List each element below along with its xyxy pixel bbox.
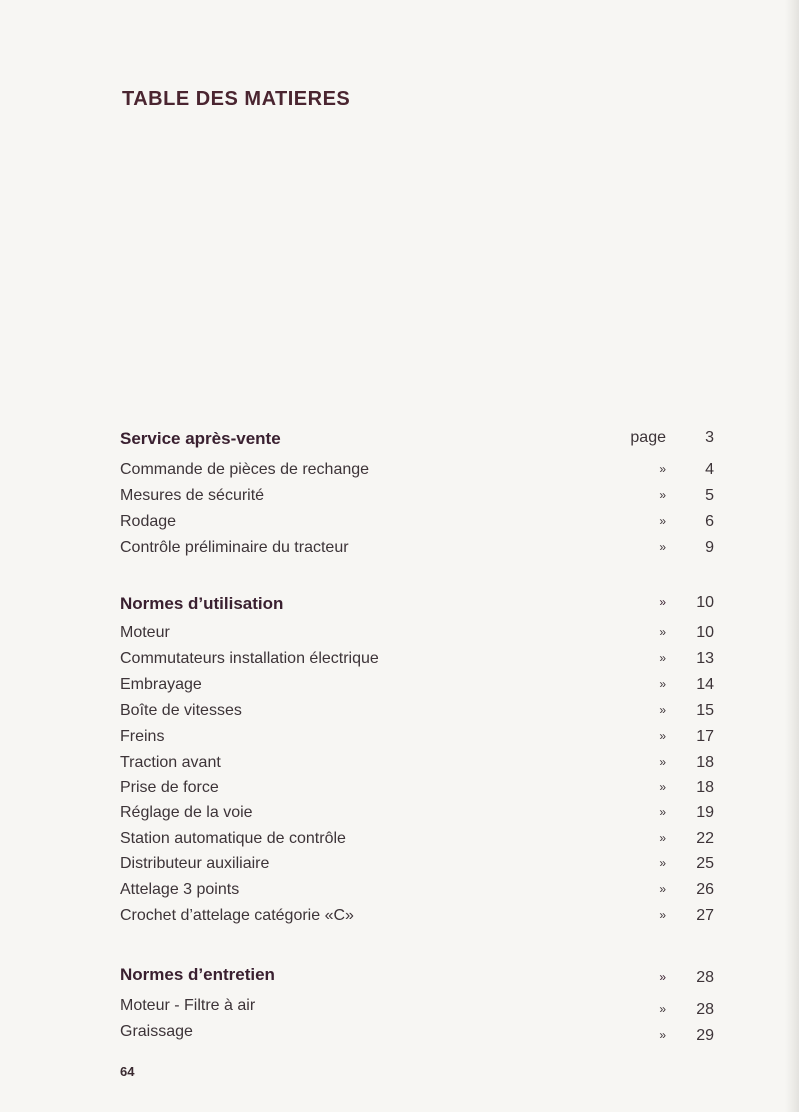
ditto-mark: » — [659, 677, 666, 691]
toc-entry-page: 18 — [696, 754, 714, 771]
ditto-mark: » — [659, 780, 666, 794]
toc-entry — [120, 804, 714, 828]
toc-entry-label: Commande de pièces de rechange — [120, 461, 370, 478]
toc-entry-page: 15 — [696, 702, 714, 719]
toc-heading-label: Service après-vente — [120, 429, 281, 448]
ditto-mark: » — [659, 755, 666, 769]
ditto-mark: » — [659, 856, 666, 870]
toc-entry-label: Moteur — [120, 624, 170, 641]
ditto-mark: » — [659, 805, 666, 819]
toc-entry-label: Commutateurs installation électrique — [120, 650, 379, 667]
ditto-mark: » — [659, 908, 666, 922]
toc-entry-page: 27 — [696, 907, 714, 924]
ditto-mark: » — [659, 1028, 666, 1042]
ditto-mark: » — [659, 831, 666, 845]
toc-entry-page: 26 — [696, 881, 714, 898]
toc-entry — [120, 650, 714, 674]
ditto-mark: » — [659, 882, 666, 896]
toc-entry-page: 6 — [705, 513, 714, 530]
toc-entry — [120, 830, 714, 854]
toc-entry — [120, 855, 714, 879]
toc-entry-label: Traction avant — [120, 754, 221, 771]
toc-heading-prefix: page — [630, 429, 666, 446]
toc-entry — [120, 754, 714, 778]
toc-entry-page: 18 — [696, 779, 714, 796]
toc-entry-page: 22 — [696, 830, 714, 847]
page-title: TABLE DES MATIERES — [122, 88, 351, 110]
toc-entry-page: 29 — [696, 1027, 714, 1044]
toc-heading-label: Normes d’entretien — [120, 965, 275, 984]
ditto-mark: » — [659, 595, 666, 609]
toc-entry-label: Prise de force — [120, 779, 219, 796]
toc-heading-page: 10 — [696, 594, 714, 611]
toc-entry — [120, 676, 714, 700]
ditto-mark: » — [659, 729, 666, 743]
toc-entry-label: Station automatique de contrôle — [120, 830, 346, 847]
toc-entry — [120, 728, 714, 752]
toc-entry — [120, 779, 714, 803]
toc-entry-label: Moteur - Filtre à air — [120, 997, 256, 1014]
toc-entry — [120, 487, 714, 511]
toc-entry-label: Boîte de vitesses — [120, 702, 242, 719]
toc-entry — [120, 513, 714, 537]
page-number: 64 — [120, 1064, 135, 1079]
ditto-mark: » — [659, 514, 666, 528]
ditto-mark: » — [659, 1002, 666, 1016]
toc-entry — [120, 702, 714, 726]
toc-entry — [120, 461, 714, 485]
toc-entry-page: 5 — [705, 487, 714, 504]
toc-section-heading — [120, 965, 714, 989]
toc-entry — [120, 881, 714, 905]
toc-entry-page: 4 — [705, 461, 714, 478]
page-edge-shadow — [785, 0, 799, 1112]
toc-entry — [120, 1023, 714, 1047]
toc-entry-label: Crochet d’attelage catégorie «C» — [120, 907, 354, 924]
toc-entry — [120, 539, 714, 563]
toc-entry-label: Contrôle préliminaire du tracteur — [120, 539, 349, 556]
toc-entry-label: Réglage de la voie — [120, 804, 253, 821]
toc-entry-label: Attelage 3 points — [120, 881, 240, 898]
toc-entry-page: 10 — [696, 624, 714, 641]
toc-entry — [120, 624, 714, 648]
toc-entry-page: 17 — [696, 728, 714, 745]
toc-heading-page: 3 — [705, 429, 714, 446]
ditto-mark: » — [659, 703, 666, 717]
ditto-mark: » — [659, 488, 666, 502]
toc-entry-page: 28 — [696, 1001, 714, 1018]
toc-entry — [120, 907, 714, 931]
toc-heading-page: 28 — [696, 969, 714, 986]
toc-heading-label: Normes d’utilisation — [120, 594, 284, 613]
ditto-mark: » — [659, 540, 666, 554]
toc-section-heading — [120, 594, 714, 618]
ditto-mark: » — [659, 651, 666, 665]
ditto-mark: » — [659, 462, 666, 476]
ditto-mark: » — [659, 625, 666, 639]
ditto-mark: » — [659, 970, 666, 984]
toc-entry-label: Rodage — [120, 513, 177, 530]
toc-entry-label: Distributeur auxiliaire — [120, 855, 270, 872]
toc-entry-page: 25 — [696, 855, 714, 872]
toc-entry — [120, 997, 714, 1021]
toc-entry-page: 19 — [696, 804, 714, 821]
toc-entry-page: 13 — [696, 650, 714, 667]
toc-entry-page: 14 — [696, 676, 714, 693]
toc-entry-page: 9 — [705, 539, 714, 556]
toc-section-heading — [120, 429, 714, 453]
toc-entry-label: Graissage — [120, 1023, 193, 1040]
toc-entry-label: Mesures de sécurité — [120, 487, 265, 504]
toc-entry-label: Embrayage — [120, 676, 202, 693]
toc-entry-label: Freins — [120, 728, 165, 745]
